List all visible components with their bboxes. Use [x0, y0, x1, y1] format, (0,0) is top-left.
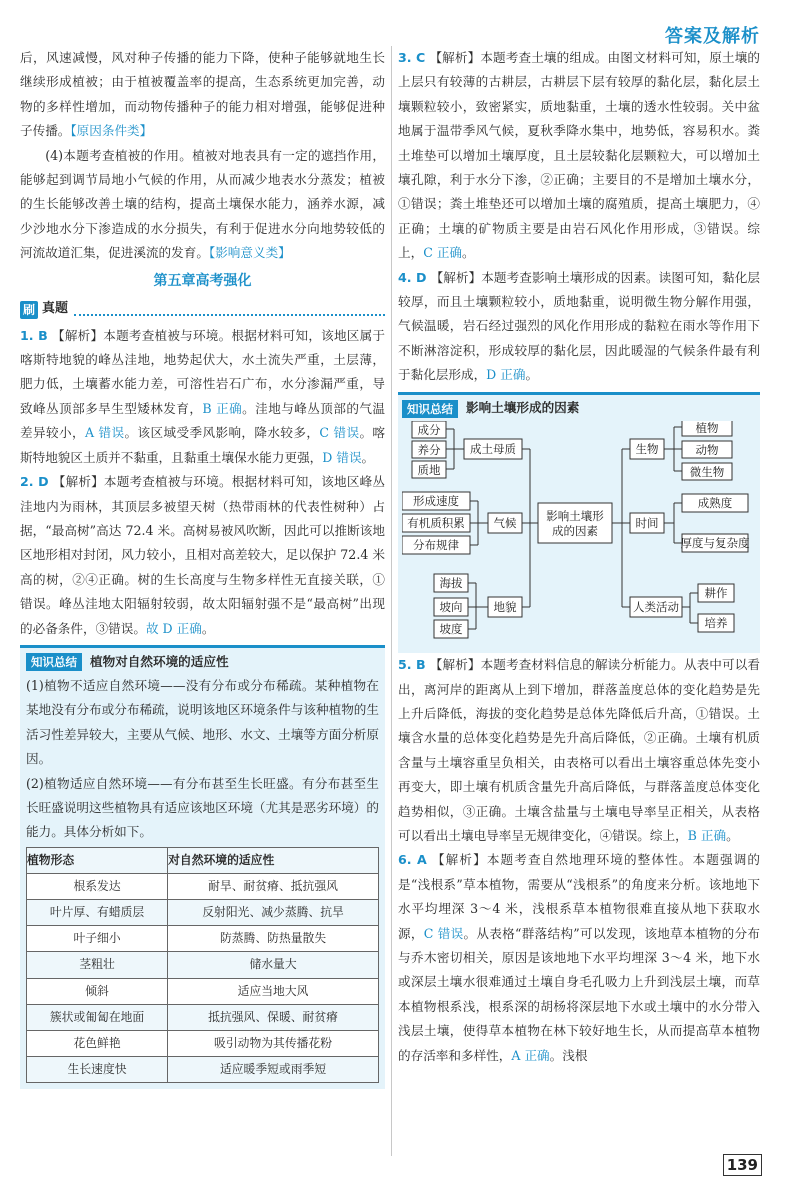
table-cell: 储水量大: [168, 952, 379, 978]
table-cell: 反射阳光、减少蒸腾、抗旱: [168, 899, 379, 925]
answer-mark: C 错误: [423, 925, 464, 941]
text: 【解析】本题考查自然地理环境的整体性。本题强调的是“浅根系”草本植物，需要从“浅根系”的角度来分析。该地地下水平均埋深 3～4 米，浅根系草本植物很难直接从地下获取水源，: [398, 852, 761, 941]
table-cell: 抵抗强风、保暖、耐贫瘠: [168, 1004, 379, 1030]
diagram-leaf: 形成速度: [413, 493, 459, 508]
answer-3: [398, 46, 760, 266]
zhenti-heading: [20, 298, 385, 322]
knowledge-summary-box: [20, 645, 385, 1089]
text: 。: [462, 245, 475, 261]
soil-factors-diagram: [402, 421, 754, 639]
diagram-leaf: 海拔: [439, 575, 463, 590]
column-divider: [391, 46, 392, 1156]
table-cell: 倾斜: [27, 978, 168, 1004]
diagram-center-line1: 影响土壤形: [546, 508, 604, 523]
question-number: 5. B: [398, 657, 426, 673]
text: 【解析】本题考查植被与环境。根据材料可知，该地区峰丛洼地内为雨林，其顶层多被望天树（热带雨林的代表性树种）占据，“最高树”高达 72.4 米。高树易被风吹断，因此可以推断该地区地形相对封闭，风力较小，且相对高差较大，足以保护 72.4 米高的树，②④正确。树的生长高度与生物多样性无直接关联，①错误。峰丛洼地太阳辐射较弱，故太阳辐射强不是“最高树”出现的必备条件，③错误。: [20, 474, 385, 636]
table-cell: 适应当地大风: [168, 978, 379, 1004]
table-cell: 吸引动物为其传播花粉: [168, 1030, 379, 1056]
table-cell: 簇状或匍匐在地面: [27, 1004, 168, 1030]
table-cell: 防蒸腾、防热量散失: [168, 926, 379, 952]
diagram-leaf: 成熟度: [697, 495, 733, 510]
diagram-leaf: 植物: [695, 420, 719, 435]
diagram-organism: 生物: [635, 441, 659, 456]
knowledge-badge: 知识总结: [402, 400, 458, 418]
category-tag: 【原因条件类】: [70, 123, 153, 139]
table-header: 植物形态: [27, 847, 168, 873]
table-header: 对自然环境的适应性: [168, 847, 379, 873]
answer-mark: C 错误: [319, 425, 360, 441]
soil-factors-diagram-box: [398, 392, 760, 653]
diagram-title: 影响土壤形成的因素: [466, 400, 580, 416]
table-cell: 叶子细小: [27, 926, 168, 952]
table-cell: 根系发达: [27, 873, 168, 899]
table-header-row: [27, 847, 379, 873]
answer-mark: C 正确: [423, 245, 463, 261]
knowledge-badge: 知识总结: [26, 653, 82, 671]
diagram-leaf: 分布规律: [413, 537, 459, 552]
diagram-center-line2: 成的因素: [552, 523, 598, 538]
text: 。从表格“群落结构”可以发现，该地草本植物的分布与乔木密切相关，原因是该地地下水平均埋深 3～4 米，地下水或深层土壤水很难通过土壤自身毛孔吸力上升到浅层土壤，而草本植物根系浅，根系深的胡杨将深层地下水或土壤中的水分带入浅层土壤，使得草本植物在林下较好地生长，从而提高草本植物的存活率和多样性，: [398, 925, 760, 1063]
text: 。喀斯特地貌区土质并不黏重，且黏重土壤保水能力更强，: [20, 425, 386, 465]
text: 【解析】本题考查影响土壤形成的因素。读图可知，黏化层较厚，而且土壤颗粒较小，质地黏重，说明微生物分解作用强，气候温暖，岩石经过强烈的风化作用形成的黏粒在雨水等作用下不断淋溶淀积，形成较厚的黏化层，因此暖湿的气候条件最有利于黏化层形成，: [398, 269, 760, 383]
table-row: [27, 978, 379, 1004]
diagram-leaf: 培养: [704, 615, 728, 630]
text: (2)植物适应自然环境——有分布甚至生长旺盛。: [26, 775, 302, 791]
diagram-human: 人类活动: [633, 599, 679, 614]
answer-mark: D 错误: [322, 449, 362, 465]
question-number: 2. D: [20, 474, 49, 490]
text: 。洼地与峰丛顶部的气温差异较小，: [20, 400, 386, 441]
paragraph-4: [20, 144, 385, 266]
table-cell: 耐旱、耐贫瘠、抵抗强风: [168, 873, 379, 899]
table-cell: 叶片厚、有蜡质层: [27, 899, 168, 925]
paragraph-cont: [20, 46, 385, 144]
answer-mark: B 正确: [687, 827, 727, 843]
diagram-leaf: 厚度与复杂度: [680, 535, 750, 550]
text: 。浅根: [549, 1047, 588, 1063]
diagram-relief: 地貌: [493, 599, 517, 614]
answer-6: [398, 848, 760, 1068]
table-row: [27, 1030, 379, 1056]
answer-mark: A 正确: [511, 1047, 550, 1063]
answer-mark: B 正确: [202, 400, 243, 416]
knowledge-title: 植物对自然环境的适应性: [90, 653, 229, 669]
answer-4: [398, 266, 760, 388]
text: 【解析】本题考查材料信息的解读分析能力。从表中可以看出，离河岸的距离从上到下增加，群落盖度总体的变化趋势是先上升后降低，海拔的变化趋势是总体先降低后升高，①错误。土壤含水量的总体变化趋势是先升高后降低，②正确。土壤有机质含量与土壤容重呈负相关，由表格可以看出土壤容重总体先变小再变大，即土壤有机质含量先升高后降低，与群落盖度总体变化趋势相似，③正确。土壤含盐量与土壤电导率呈正相关，从表格可以看出土壤电导率呈无规律变化，④错误。综上，: [398, 657, 761, 843]
text: 某种植物在某地没有分布或分布稀疏，说明该地区环境条件与该种植物的生活习性差异较大，主要从气候、地形、水文、土壤等方面分析原因。: [26, 677, 380, 767]
question-number: 3. C: [398, 50, 426, 65]
chapter-title: 第五章高考强化: [153, 272, 252, 289]
diagram-parent-material: 成土母质: [470, 441, 516, 456]
left-column: [20, 46, 385, 1089]
diagram-time: 时间: [635, 515, 659, 530]
diagram-heading: [402, 397, 756, 421]
table-row: [27, 952, 379, 978]
answer-2: [20, 470, 385, 641]
table-row: [27, 873, 379, 899]
question-number: 6. A: [398, 852, 427, 868]
answer-5: [398, 653, 760, 848]
table-cell: 花色鲜艳: [27, 1030, 168, 1056]
text: 。: [726, 827, 739, 843]
section-header: 答案及解析: [665, 26, 760, 47]
diagram-leaf: 动物: [695, 442, 719, 457]
text: 有分布甚至生长旺盛说明这些植物具有适应该地区环境（尤其是恶劣环境）的能力。具体分析如下。: [26, 775, 379, 840]
diagram-leaf: 有机质积累: [407, 515, 465, 530]
text: 【解析】本题考查植被与环境。根据材料可知，该地区属于喀斯特地貌的峰丛洼地，地势起伏大，水土流失严重，土层薄，肥力低，土壤蓄水能力差，可溶性岩石广布，水分渗漏严重，导致峰丛顶部多旱生型矮林发育，: [20, 327, 386, 416]
table-row: [27, 926, 379, 952]
diagram-leaf: 成分: [417, 422, 441, 437]
diagram-leaf: 质地: [417, 462, 441, 477]
answer-mark: 故 D 正确: [145, 620, 202, 636]
table-row: [27, 1057, 379, 1083]
diagram-leaf: 养分: [417, 442, 441, 457]
text: (1)植物不适应自然环境——没有分布或分布稀疏。: [26, 677, 315, 693]
answer-mark: A 错误: [84, 425, 125, 441]
text: 。该区域受季风影响，降水较多，: [124, 425, 320, 441]
question-number: 1. B: [20, 327, 48, 343]
zhenti-label: 真题: [42, 301, 69, 317]
diagram-leaf: 耕作: [704, 585, 728, 600]
answer-1: [20, 324, 385, 470]
table-cell: 茎粗壮: [27, 952, 168, 978]
diagram-leaf: 坡向: [439, 599, 463, 614]
table-row: [27, 1004, 379, 1030]
dotted-rule: [74, 304, 385, 316]
category-tag: 【影响意义类】: [208, 245, 291, 261]
text: 【解析】本题考查土壤的组成。由图文材料可知，原土壤的上层只有较薄的古耕层，古耕层下层有较厚的黏化层，黏化层土壤颗粒较小，致密紧实，质地黏重，土壤的透水性较弱。关中盆地属于温带季风气候，夏秋季降水集中，地势低，容易积水。粪土堆垫可以增加土壤厚度，且土层较黏化层颗粒大，可以增加土壤孔隙，利于水分下渗，②正确；主要目的不是增加土壤水分，①错误；粪土堆垫还可以增加土壤的腐殖质，提高土壤肥力，④正确；土壤的矿物质主要是由岩石风化作用形成，③错误。综上，: [398, 50, 761, 261]
text: 。: [525, 367, 539, 383]
right-column: [398, 46, 760, 1068]
adaptation-table: [26, 847, 379, 1084]
diagram-climate: 气候: [493, 515, 517, 530]
text: (4)本题考查植被的作用。植被对地表具有一定的遮挡作用，能够起到调节局地小气候的作用，从而减少地表水分蒸发；植被的生长能够改善土壤的结构，提高土壤保水能力，涵养水源，减少沙地水分下渗造成的水分损失，有利于促进水分向地势较低的河流故道汇集，促进溪流的发育。: [20, 147, 385, 261]
knowledge-point-2: [26, 772, 379, 845]
diagram-leaf: 坡度: [439, 621, 463, 636]
table-cell: 适应暖季短或雨季短: [168, 1057, 379, 1083]
diagram-leaf: 微生物: [689, 464, 725, 479]
question-number: 4. D: [398, 269, 427, 285]
answer-mark: D 正确: [486, 367, 526, 383]
brush-icon: 刷: [20, 301, 38, 319]
table-cell: 生长速度快: [27, 1057, 168, 1083]
knowledge-summary-heading: [26, 650, 379, 674]
text: 。: [201, 620, 215, 636]
text: 后，风速减慢，风对种子传播的能力下降，使种子能够就地生长继续形成植被；由于植被覆盖率的提高，生态系统更加完善，动物的多样性增加，而动物传播种子的能力相对增强，能够促进种子传播。: [20, 50, 385, 139]
table-row: [27, 899, 379, 925]
text: 。: [361, 449, 375, 465]
page-number: 139: [723, 1154, 762, 1176]
knowledge-point-1: [26, 674, 379, 772]
